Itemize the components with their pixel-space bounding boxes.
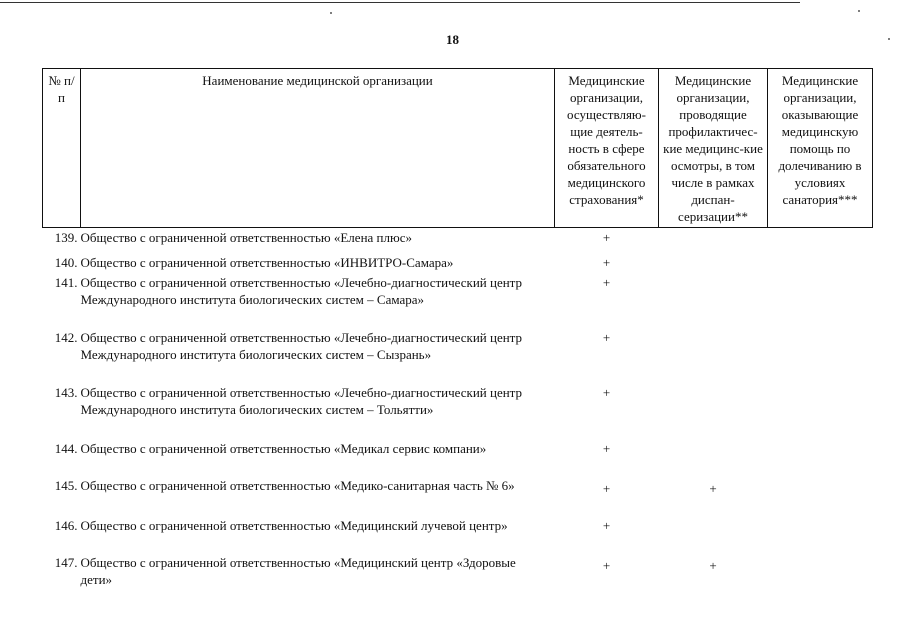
preventive-mark [659, 437, 768, 474]
organization-name: Общество с ограниченной ответственностью «Медико-санитарная часть № 6» [80, 478, 515, 493]
table-row [43, 437, 873, 474]
table-row [43, 272, 873, 327]
row-number: 145. [54, 478, 78, 493]
preventive-mark: + [709, 481, 717, 496]
preventive-mark [659, 382, 768, 437]
preventive-mark [659, 251, 768, 272]
sanatorium-mark [768, 272, 873, 327]
organization-name: Общество с ограниченной ответственностью «Лечебно-диагностический центр Международного института биологических систем – Самара» [80, 275, 523, 307]
table-row [43, 514, 873, 551]
header-organization-name: Наименование медицинской организации [81, 69, 555, 228]
scan-top-border [0, 2, 800, 3]
oms-mark: + [602, 481, 611, 496]
sanatorium-mark [768, 551, 873, 591]
oms-mark: + [602, 275, 611, 290]
row-number: 142. [54, 330, 78, 345]
table-row [43, 551, 873, 591]
sanatorium-mark [768, 514, 873, 551]
sanatorium-mark [768, 251, 873, 272]
oms-mark: + [602, 330, 611, 345]
header-oms: Медицинские организации, осуществляю-щие деятель-ность в сфере обязательного медицинского страхования* [555, 69, 659, 228]
table-row [43, 327, 873, 382]
header-number: № п/п [43, 69, 81, 228]
scan-speck [330, 12, 332, 14]
row-number: 146. [54, 518, 78, 533]
organization-name: Общество с ограниченной ответственностью «ИНВИТРО-Самара» [80, 255, 454, 270]
organization-name: Общество с ограниченной ответственностью «Лечебно-диагностический центр Международного института биологических систем – Тольятти» [80, 385, 523, 417]
sanatorium-mark [768, 474, 873, 514]
sanatorium-mark [768, 228, 873, 252]
organization-name: Общество с ограниченной ответственностью «Медицинский лучевой центр» [80, 518, 508, 533]
organization-name: Общество с ограниченной ответственностью «Медицинский центр «Здоровые дети» [80, 555, 516, 587]
header-preventive-exams: Медицинские организации, проводящие профилактичес-кие медицинс-кие осмотры, в том числе в рамках диспан-серизации** [659, 69, 768, 228]
header-sanatorium: Медицинские организации, оказывающие медицинскую помощь по долечиванию в условиях санатория*** [768, 69, 873, 228]
sanatorium-mark [768, 437, 873, 474]
table-row [43, 251, 873, 272]
table-row [43, 228, 873, 252]
preventive-mark [659, 514, 768, 551]
table-row [43, 382, 873, 437]
preventive-mark [659, 272, 768, 327]
oms-mark: + [602, 558, 611, 573]
row-number: 147. [54, 555, 78, 570]
row-number: 139. [54, 230, 78, 245]
preventive-mark: + [709, 558, 717, 573]
oms-mark: + [602, 255, 611, 270]
row-number: 140. [54, 255, 78, 270]
scan-speck [858, 10, 860, 12]
oms-mark: + [602, 518, 611, 533]
sanatorium-mark [768, 382, 873, 437]
medical-organizations-table [42, 68, 873, 591]
organization-name: Общество с ограниченной ответственностью «Медикал сервис компани» [80, 441, 487, 456]
row-number: 143. [54, 385, 78, 400]
organization-name: Общество с ограниченной ответственностью «Лечебно-диагностический центр Международного института биологических систем – Сызрань» [80, 330, 523, 362]
page-number: 18 [446, 32, 459, 47]
oms-mark: + [602, 441, 611, 456]
table-row [43, 474, 873, 514]
organization-name: Общество с ограниченной ответственностью «Елена плюс» [80, 230, 412, 245]
table-header-row [43, 69, 873, 228]
sanatorium-mark [768, 327, 873, 382]
row-number: 141. [54, 275, 78, 290]
oms-mark: + [602, 385, 611, 400]
preventive-mark [659, 327, 768, 382]
preventive-mark [659, 228, 768, 252]
oms-mark: + [602, 230, 611, 245]
row-number: 144. [54, 441, 78, 456]
